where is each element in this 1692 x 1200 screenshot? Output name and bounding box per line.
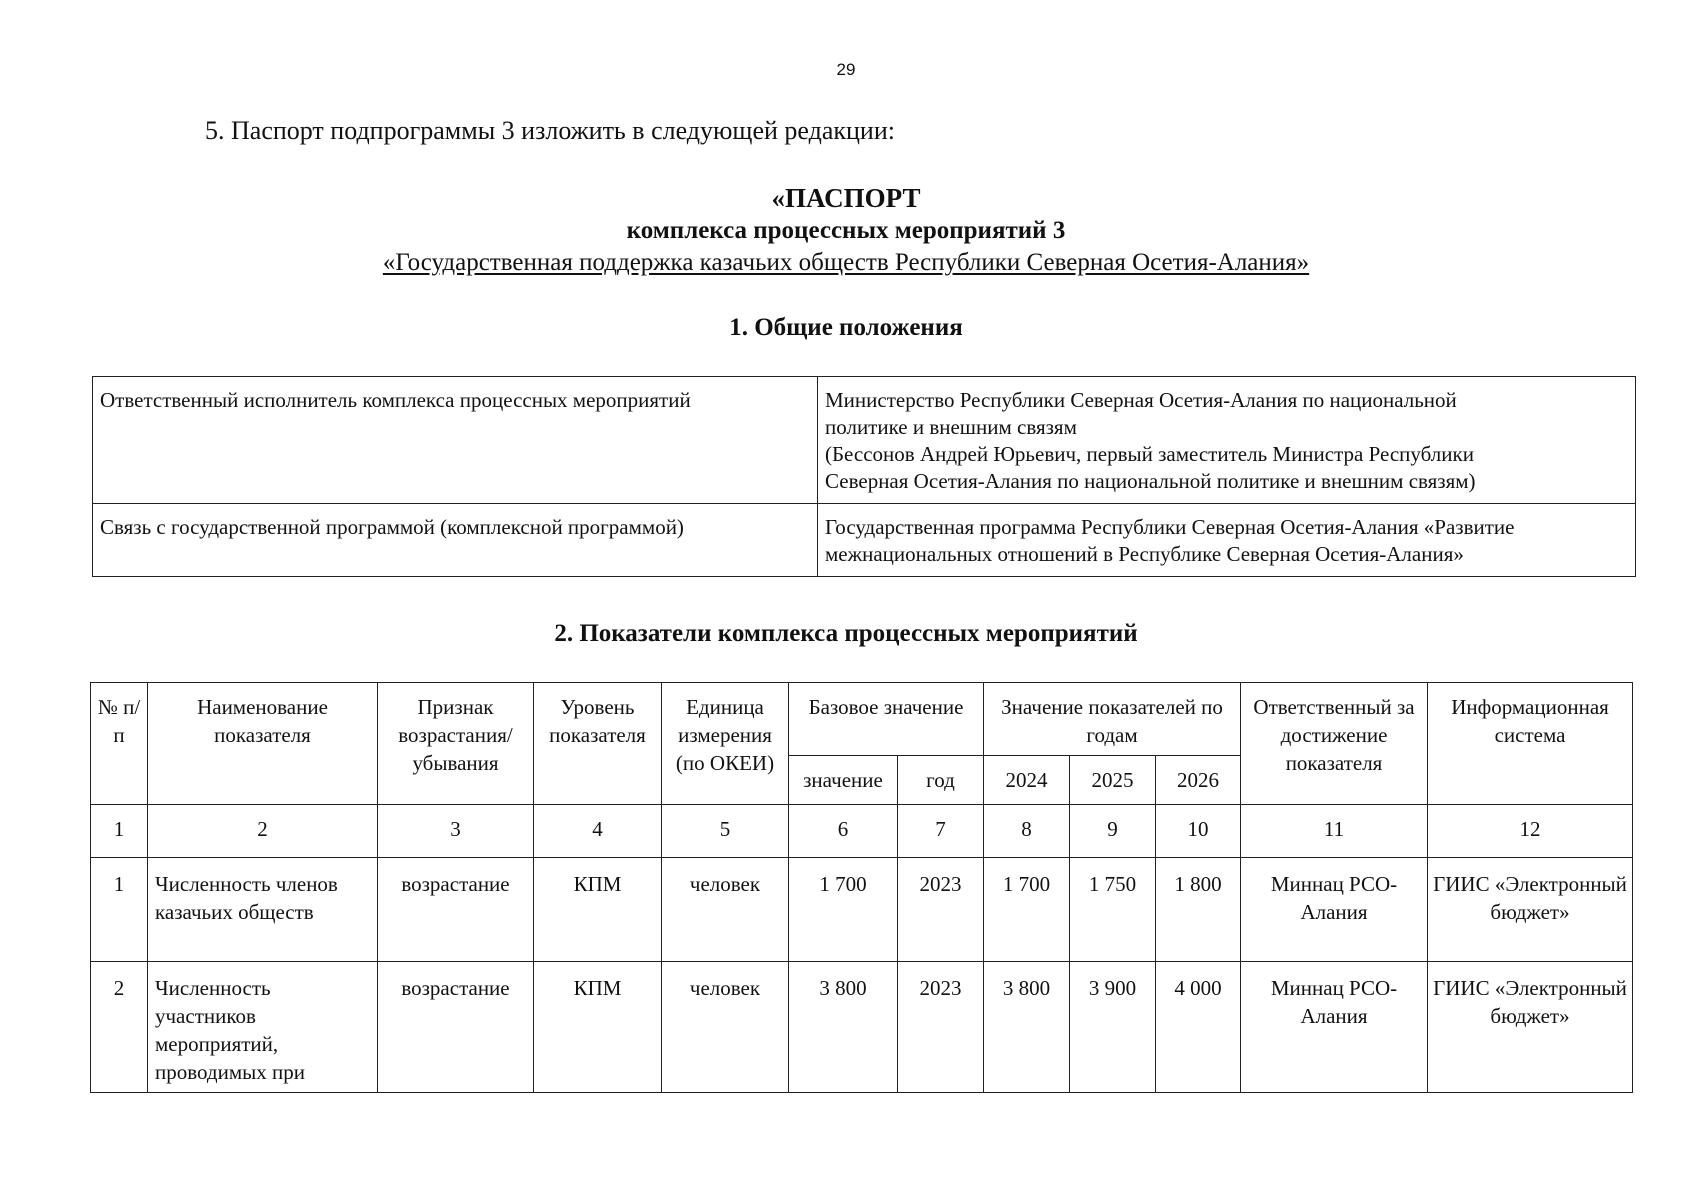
indicators-table [90,682,1633,1093]
document-title: «ПАСПОРТ [771,183,921,213]
cell-level: КПМ [534,962,662,1093]
value-line: Министерство Республики Северная Осетия-Алания по национальной [825,388,1457,412]
row-label: Связь с государственной программой (комплексной программой) [93,504,818,577]
col-header-by-years: Значение показателей по годам [984,683,1241,756]
cell-base-value: 3 800 [789,962,898,1093]
value-line: политике и внешним связям [825,415,1077,439]
col-header-responsible: Ответственный за достижение показателя [1241,683,1428,805]
column-number: 11 [1241,805,1428,858]
table-row [91,962,1633,1093]
cell-sign: возрастание [378,962,534,1093]
page-number: 29 [836,60,856,79]
cell-2024: 3 800 [984,962,1070,1093]
col-header-base-year: год [898,756,984,805]
cell-unit: человек [662,962,789,1093]
column-number: 6 [789,805,898,858]
intro-paragraph: 5. Паспорт подпрограммы 3 изложить в следующей редакции: [205,116,895,145]
column-number: 4 [534,805,662,858]
section2-heading: 2. Показатели комплекса процессных мероприятий [554,620,1138,647]
value-line: (Бессонов Андрей Юрьевич, первый заместитель Министра Республики [825,442,1474,466]
col-header-base: Базовое значение [789,683,984,756]
cell-num: 1 [91,858,148,962]
col-header-level: Уровень показателя [534,683,662,805]
column-number: 1 [91,805,148,858]
column-number-row [91,805,1633,858]
col-header-sign: Признак возрастания/ убывания [378,683,534,805]
cell-sign: возрастание [378,858,534,962]
value-line: Северная Осетия-Алания по национальной политике и внешним связям) [825,469,1476,493]
cell-name: Численность участников мероприятий, проводимых при [148,962,378,1093]
column-number: 12 [1428,805,1633,858]
col-header-2024: 2024 [984,756,1070,805]
column-number: 2 [148,805,378,858]
col-header-num: № п/п [91,683,148,805]
value-line: Государственная программа Республики Северная Осетия-Алания «Развитие [825,515,1515,539]
column-number: 10 [1156,805,1241,858]
cell-level: КПМ [534,858,662,962]
cell-num: 2 [91,962,148,1093]
cell-base-year: 2023 [898,858,984,962]
column-number: 9 [1070,805,1156,858]
program-name-text: «Государственная поддержка казачьих обществ Республики Северная Осетия-Алания» [382,249,1310,276]
cell-system: ГИИС «Электронный бюджет» [1428,962,1633,1093]
col-header-unit: Единица измерения (по ОКЕИ) [662,683,789,805]
row-value [818,377,1636,504]
col-header-base-value: значение [789,756,898,805]
program-name [0,249,1692,277]
column-number: 7 [898,805,984,858]
row-label: Ответственный исполнитель комплекса процессных мероприятий [93,377,818,504]
cell-2025: 3 900 [1070,962,1156,1093]
col-header-system: Информационная система [1428,683,1633,805]
col-header-2025: 2025 [1070,756,1156,805]
col-header-name: Наименование показателя [148,683,378,805]
col-header-2026: 2026 [1156,756,1241,805]
value-line: межнациональных отношений в Республике Северная Осетия-Алания» [825,542,1464,566]
cell-2026: 1 800 [1156,858,1241,962]
cell-responsible: Миннац РСО-Алания [1241,962,1428,1093]
table-row [93,377,1636,504]
cell-responsible: Миннац РСО-Алания [1241,858,1428,962]
column-number: 8 [984,805,1070,858]
cell-system: ГИИС «Электронный бюджет» [1428,858,1633,962]
header-row [91,683,1633,756]
table-row [91,858,1633,962]
cell-name: Численность членов казачьих обществ [148,858,378,962]
cell-2026: 4 000 [1156,962,1241,1093]
column-number: 3 [378,805,534,858]
document-subtitle: комплекса процессных мероприятий 3 [626,217,1066,244]
cell-unit: человек [662,858,789,962]
cell-2024: 1 700 [984,858,1070,962]
cell-base-year: 2023 [898,962,984,1093]
general-provisions-table [92,376,1636,577]
column-number: 5 [662,805,789,858]
cell-base-value: 1 700 [789,858,898,962]
section1-heading: 1. Общие положения [729,314,963,341]
table-row [93,504,1636,577]
row-value [818,504,1636,577]
cell-2025: 1 750 [1070,858,1156,962]
